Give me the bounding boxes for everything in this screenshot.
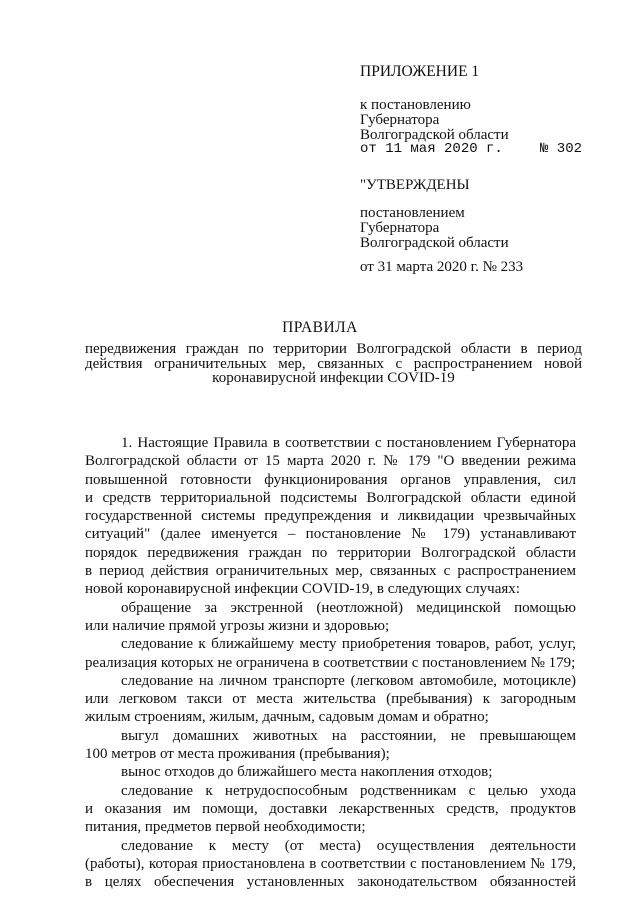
approval-reference bbox=[360, 206, 509, 251]
approval-reference-line: постановлением bbox=[360, 205, 465, 221]
paragraph-line: 1. Настоящие Правила в соответствии с постановлением Губернатора bbox=[121, 435, 576, 451]
order-number: № 302 bbox=[539, 141, 582, 157]
paragraph-line: и оказания им помощи, доставки лекарственных средств, продуктов bbox=[85, 800, 576, 817]
paragraph-line: и средств территориальной подсистемы Волгоградской области единой bbox=[85, 489, 576, 506]
approval-reference-line: Губернатора bbox=[360, 220, 440, 236]
paragraph-line: повышенной готовности функционирования органов управления, сил bbox=[85, 471, 576, 488]
paragraph-line: следование к нетрудоспособным родственникам с целью ухода bbox=[121, 782, 576, 799]
paragraph-line: обращение за экстренной (неотложной) медицинской помощью bbox=[121, 599, 576, 616]
paragraph-line: (работы), которая приостановлена в соответствии с постановлением № 179, bbox=[85, 855, 576, 872]
decree-reference-line: Волгоградской области bbox=[360, 127, 509, 143]
decree-reference bbox=[360, 98, 509, 143]
paragraph-line: новой коронавирусной инфекции COVID-19, в следующих случаях: bbox=[85, 581, 520, 598]
paragraph-line: следование на личном транспорте (легковом автомобиле, мотоцикле) bbox=[121, 672, 576, 689]
paragraph-line: выгул домашних животных на расстоянии, не превышающем bbox=[121, 727, 576, 744]
approval-reference-line: Волгоградской области bbox=[360, 235, 509, 251]
paragraph-line: в целях обеспечения установленных законодательством обязанностей bbox=[85, 874, 576, 891]
document-subtitle bbox=[85, 342, 582, 386]
decree-reference-line: Губернатора bbox=[360, 112, 440, 128]
paragraph-line: ситуаций" (далее именуется – постановление № 179) устанавливают bbox=[85, 526, 576, 543]
paragraph-line: 100 метров от места проживания (пребывания); bbox=[85, 746, 390, 763]
subtitle-line: действия ограничительных мер, связанных с распространением новой bbox=[85, 355, 582, 372]
subtitle-line: передвижения граждан по территории Волгоградской области в период bbox=[85, 341, 582, 357]
subtitle-line: коронавирусной инфекции COVID-19 bbox=[212, 370, 455, 386]
paragraph-line: следование к ближайшему месту приобретения товаров, работ, услуг, bbox=[121, 636, 576, 653]
approved-title: "УТВЕРЖДЕНЫ bbox=[360, 177, 470, 193]
document-body bbox=[85, 434, 576, 891]
approval-date: от 31 марта 2020 г. № 233 bbox=[360, 259, 524, 275]
paragraph-line: реализация которых не ограничена в соответствии с постановлением № 179; bbox=[85, 654, 576, 671]
paragraph-line: жилым строениям, жилым, дачным, садовым домам и обратно; bbox=[85, 709, 489, 726]
document-title: ПРАВИЛА bbox=[282, 319, 358, 336]
paragraph-line: питания, предметов первой необходимости; bbox=[85, 819, 366, 836]
paragraph-line: в период действия ограничительных мер, связанных с распространением bbox=[85, 563, 576, 580]
paragraph-line: государственной системы предупреждения и ликвидации чрезвычайных bbox=[85, 508, 576, 525]
paragraph-line: вынос отходов до ближайшего места накопления отходов; bbox=[121, 764, 493, 781]
paragraph-line: следование к месту (от места) осуществления деятельности bbox=[121, 837, 576, 854]
decree-reference-line: к постановлению bbox=[360, 97, 471, 113]
appendix-title: ПРИЛОЖЕНИЕ 1 bbox=[360, 63, 480, 80]
paragraph-line: Волгоградской области от 15 марта 2020 г. № 179 "О введении режима bbox=[85, 453, 576, 470]
paragraph-line: порядок передвижения граждан по территории Волгоградской области bbox=[85, 544, 576, 561]
order-line bbox=[360, 141, 582, 159]
paragraph-line: или легковом такси от места жительства (пребывания) к загородным bbox=[85, 691, 576, 708]
paragraph-line: или наличие прямой угрозы жизни и здоровью; bbox=[85, 617, 390, 634]
order-date: от 11 мая 2020 г. bbox=[360, 141, 503, 157]
